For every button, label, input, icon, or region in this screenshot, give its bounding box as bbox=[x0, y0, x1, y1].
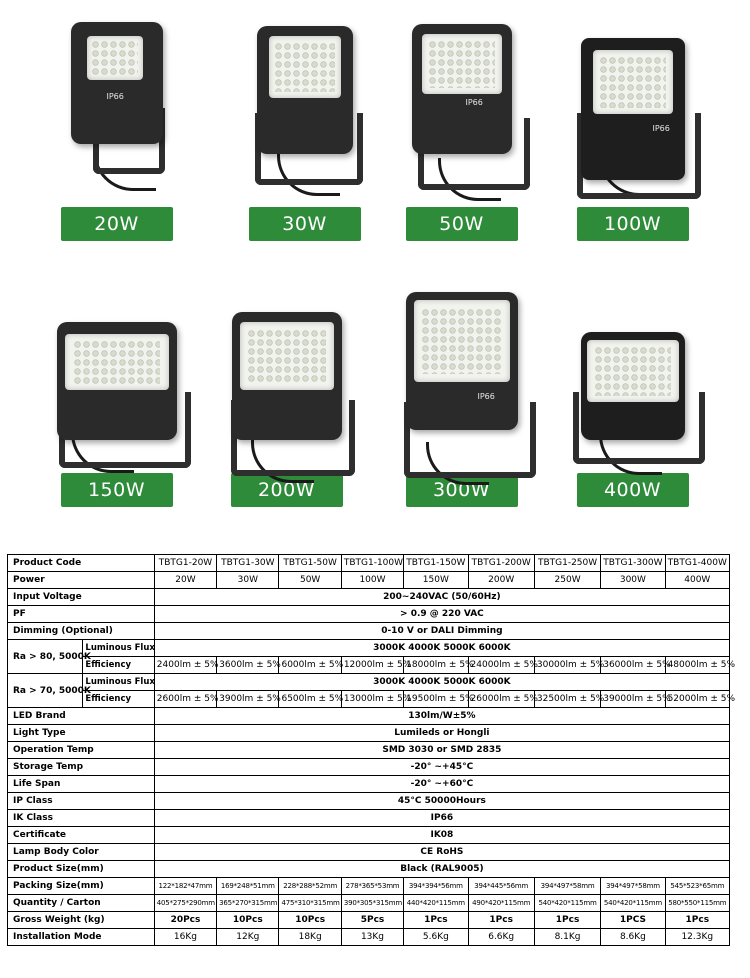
row-label: Installation Mode bbox=[8, 929, 155, 946]
floodlight-image bbox=[368, 292, 555, 487]
floodlight-image bbox=[539, 8, 726, 203]
cell: 8.1Kg bbox=[534, 929, 600, 946]
cell: 6000lm ± 5% bbox=[279, 657, 341, 674]
cell: 6.6Kg bbox=[468, 929, 534, 946]
cell: 10Pcs bbox=[217, 912, 279, 929]
cell: 20Pcs bbox=[154, 912, 216, 929]
row-label: Ra > 70, 5000K bbox=[8, 674, 83, 708]
cell: 394*445*56mm bbox=[468, 878, 534, 895]
watt-badge: 30W bbox=[249, 207, 361, 241]
row-label: Quantity / Carton bbox=[8, 895, 155, 912]
cell: 5.6Kg bbox=[404, 929, 468, 946]
sub-label: Luminous Flux bbox=[83, 640, 154, 657]
product-card-100w bbox=[539, 8, 726, 241]
row-lamp-body-color bbox=[8, 844, 730, 861]
led-panel bbox=[593, 50, 673, 114]
row-label: PF bbox=[8, 606, 155, 623]
cell: 405*275*290mm bbox=[154, 895, 216, 912]
cell: 0-10 V or DALI Dimming bbox=[154, 623, 729, 640]
cell: 228*288*52mm bbox=[279, 878, 341, 895]
cell: 440*420*115mm bbox=[404, 895, 468, 912]
cell: 50W bbox=[279, 572, 341, 589]
row-product-size bbox=[8, 861, 730, 878]
cell: 394*394*56mm bbox=[404, 878, 468, 895]
led-panel bbox=[269, 36, 341, 98]
row-product-code bbox=[8, 555, 730, 572]
row-label: Product Code bbox=[8, 555, 155, 572]
sub-label: Efficiency bbox=[83, 691, 154, 708]
ip-marking: IP66 bbox=[465, 98, 483, 107]
row-ip-class bbox=[8, 793, 730, 810]
row-label: Input Voltage bbox=[8, 589, 155, 606]
cell: TBTG1-20W bbox=[154, 555, 216, 572]
cell: 52000lm ± 5% bbox=[665, 691, 729, 708]
row-light-type bbox=[8, 725, 730, 742]
product-card-400w bbox=[539, 292, 726, 507]
cell: 100W bbox=[341, 572, 403, 589]
cell: > 0.9 @ 220 VAC bbox=[154, 606, 729, 623]
cell: 20W bbox=[154, 572, 216, 589]
led-panel bbox=[414, 300, 510, 382]
watt-badge: 300W bbox=[406, 473, 518, 507]
row-label: IK Class bbox=[8, 810, 155, 827]
cell: 19500lm ± 5% bbox=[404, 691, 468, 708]
row-label: Packing Size(mm) bbox=[8, 878, 155, 895]
floodlight-image bbox=[23, 8, 210, 203]
cell: CE RoHS bbox=[154, 844, 729, 861]
cell: 394*497*58mm bbox=[601, 878, 665, 895]
cell: 1PCS bbox=[601, 912, 665, 929]
row-storage-temp bbox=[8, 759, 730, 776]
product-card-200w bbox=[193, 292, 380, 507]
cell: 490*420*115mm bbox=[468, 895, 534, 912]
cell: 3900lm ± 5% bbox=[217, 691, 279, 708]
floodlight-image bbox=[193, 292, 380, 487]
row-label: Operation Temp bbox=[8, 742, 155, 759]
cell: 2600lm ± 5% bbox=[154, 691, 216, 708]
row-quantity-carton bbox=[8, 895, 730, 912]
cell: 122*182*47mm bbox=[154, 878, 216, 895]
row-ra70-efficiency bbox=[8, 691, 730, 708]
lamp-housing bbox=[412, 24, 512, 154]
cell: 24000lm ± 5% bbox=[468, 657, 534, 674]
led-panel bbox=[422, 34, 502, 94]
cell: 475*310*315mm bbox=[279, 895, 341, 912]
cell: 169*248*51mm bbox=[217, 878, 279, 895]
cell: 13000lm ± 5% bbox=[341, 691, 403, 708]
cell: 394*497*58mm bbox=[534, 878, 600, 895]
cell: 16Kg bbox=[154, 929, 216, 946]
watt-badge: 150W bbox=[61, 473, 173, 507]
cell: IK08 bbox=[154, 827, 729, 844]
cell: TBTG1-50W bbox=[279, 555, 341, 572]
ip-marking: IP66 bbox=[477, 392, 495, 401]
cell: TBTG1-200W bbox=[468, 555, 534, 572]
row-gross-weight bbox=[8, 912, 730, 929]
row-life-span bbox=[8, 776, 730, 793]
cell: 13Kg bbox=[341, 929, 403, 946]
product-card-50w bbox=[368, 8, 555, 241]
led-panel bbox=[587, 340, 679, 402]
cell: TBTG1-100W bbox=[341, 555, 403, 572]
cell: 48000lm ± 5% bbox=[665, 657, 729, 674]
cell: SMD 3030 or SMD 2835 bbox=[154, 742, 729, 759]
cell: 545*523*65mm bbox=[665, 878, 729, 895]
ip-marking: IP66 bbox=[652, 124, 670, 133]
row-label: Gross Weight (kg) bbox=[8, 912, 155, 929]
cell: 150W bbox=[404, 572, 468, 589]
cell: Black (RAL9005) bbox=[154, 861, 729, 878]
lamp-housing bbox=[257, 26, 353, 154]
cell: -20° ~+45°C bbox=[154, 759, 729, 776]
cell: 39000lm ± 5% bbox=[601, 691, 665, 708]
led-panel bbox=[240, 322, 334, 390]
cell: TBTG1-150W bbox=[404, 555, 468, 572]
cell: 32500lm ± 5% bbox=[534, 691, 600, 708]
lamp-housing bbox=[57, 322, 177, 440]
row-label: IP Class bbox=[8, 793, 155, 810]
cell: 580*550*115mm bbox=[665, 895, 729, 912]
row-label: Life Span bbox=[8, 776, 155, 793]
row-ra80-luminous bbox=[8, 640, 730, 657]
floodlight-image bbox=[23, 292, 210, 487]
cell: 540*420*115mm bbox=[534, 895, 600, 912]
lamp-housing bbox=[581, 38, 685, 180]
cell: IP66 bbox=[154, 810, 729, 827]
watt-badge: 100W bbox=[577, 207, 689, 241]
cell: TBTG1-250W bbox=[534, 555, 600, 572]
spec-table bbox=[7, 554, 736, 946]
cell: 12000lm ± 5% bbox=[341, 657, 403, 674]
cell: 10Pcs bbox=[279, 912, 341, 929]
cell: 1Pcs bbox=[468, 912, 534, 929]
lamp-housing bbox=[232, 312, 342, 440]
row-label: Ra > 80, 5000K bbox=[8, 640, 83, 674]
cell: 30W bbox=[217, 572, 279, 589]
cell: 278*365*53mm bbox=[341, 878, 403, 895]
row-dimming bbox=[8, 623, 730, 640]
lamp-housing bbox=[581, 332, 685, 440]
row-label: Storage Temp bbox=[8, 759, 155, 776]
cell: 3000K 4000K 5000K 6000K bbox=[154, 640, 729, 657]
cell: 130lm/W±5% bbox=[154, 708, 729, 725]
row-label: Product Size(mm) bbox=[8, 861, 155, 878]
cell: 250W bbox=[534, 572, 600, 589]
row-operation-temp bbox=[8, 742, 730, 759]
product-card-150w bbox=[23, 292, 210, 507]
row-power bbox=[8, 572, 730, 589]
floodlight-image bbox=[539, 292, 726, 487]
cell: 6500lm ± 5% bbox=[279, 691, 341, 708]
cell: 30000lm ± 5% bbox=[534, 657, 600, 674]
cell: 2400lm ± 5% bbox=[154, 657, 216, 674]
row-packing-size bbox=[8, 878, 730, 895]
cell: 12.3Kg bbox=[665, 929, 729, 946]
sub-label: Luminous Flux bbox=[83, 674, 154, 691]
row-label: Lamp Body Color bbox=[8, 844, 155, 861]
cell: 26000lm ± 5% bbox=[468, 691, 534, 708]
row-pf bbox=[8, 606, 730, 623]
watt-badge: 50W bbox=[406, 207, 518, 241]
product-card-20w bbox=[23, 8, 210, 241]
ip-marking: IP66 bbox=[106, 92, 124, 101]
led-panel bbox=[87, 36, 143, 80]
cell: 1Pcs bbox=[404, 912, 468, 929]
cell: 365*270*315mm bbox=[217, 895, 279, 912]
cell: 390*305*315mm bbox=[341, 895, 403, 912]
row-ik-class bbox=[8, 810, 730, 827]
row-led-brand bbox=[8, 708, 730, 725]
cell: 18Kg bbox=[279, 929, 341, 946]
watt-badge: 400W bbox=[577, 473, 689, 507]
cell: 400W bbox=[665, 572, 729, 589]
row-label: Light Type bbox=[8, 725, 155, 742]
row-label: LED Brand bbox=[8, 708, 155, 725]
cell: 12Kg bbox=[217, 929, 279, 946]
cell: 300W bbox=[601, 572, 665, 589]
floodlight-image bbox=[368, 8, 555, 203]
cell: 200~240VAC (50/60Hz) bbox=[154, 589, 729, 606]
cell: 5Pcs bbox=[341, 912, 403, 929]
sub-label: Efficiency bbox=[83, 657, 154, 674]
product-card-300w bbox=[368, 292, 555, 507]
led-panel bbox=[65, 334, 169, 390]
cell: -20° ~+60°C bbox=[154, 776, 729, 793]
cell: 45°C 50000Hours bbox=[154, 793, 729, 810]
row-input-voltage bbox=[8, 589, 730, 606]
cell: 1Pcs bbox=[534, 912, 600, 929]
lamp-housing bbox=[406, 292, 518, 430]
cell: 200W bbox=[468, 572, 534, 589]
cell: TBTG1-30W bbox=[217, 555, 279, 572]
row-certificate bbox=[8, 827, 730, 844]
row-label: Dimming (Optional) bbox=[8, 623, 155, 640]
cell: 1Pcs bbox=[665, 912, 729, 929]
cell: 36000lm ± 5% bbox=[601, 657, 665, 674]
watt-badge: 200W bbox=[231, 473, 343, 507]
row-installation-mode bbox=[8, 929, 730, 946]
cell: TBTG1-300W bbox=[601, 555, 665, 572]
row-ra80-efficiency bbox=[8, 657, 730, 674]
watt-badge: 20W bbox=[61, 207, 173, 241]
cell: 18000lm ± 5% bbox=[404, 657, 468, 674]
cell: 540*420*115mm bbox=[601, 895, 665, 912]
cell: Lumileds or Hongli bbox=[154, 725, 729, 742]
cell: TBTG1-400W bbox=[665, 555, 729, 572]
row-ra70-luminous bbox=[8, 674, 730, 691]
cell: 3000K 4000K 5000K 6000K bbox=[154, 674, 729, 691]
row-label: Power bbox=[8, 572, 155, 589]
cell: 8.6Kg bbox=[601, 929, 665, 946]
lamp-housing bbox=[71, 22, 163, 144]
row-label: Certificate bbox=[8, 827, 155, 844]
cell: 3600lm ± 5% bbox=[217, 657, 279, 674]
